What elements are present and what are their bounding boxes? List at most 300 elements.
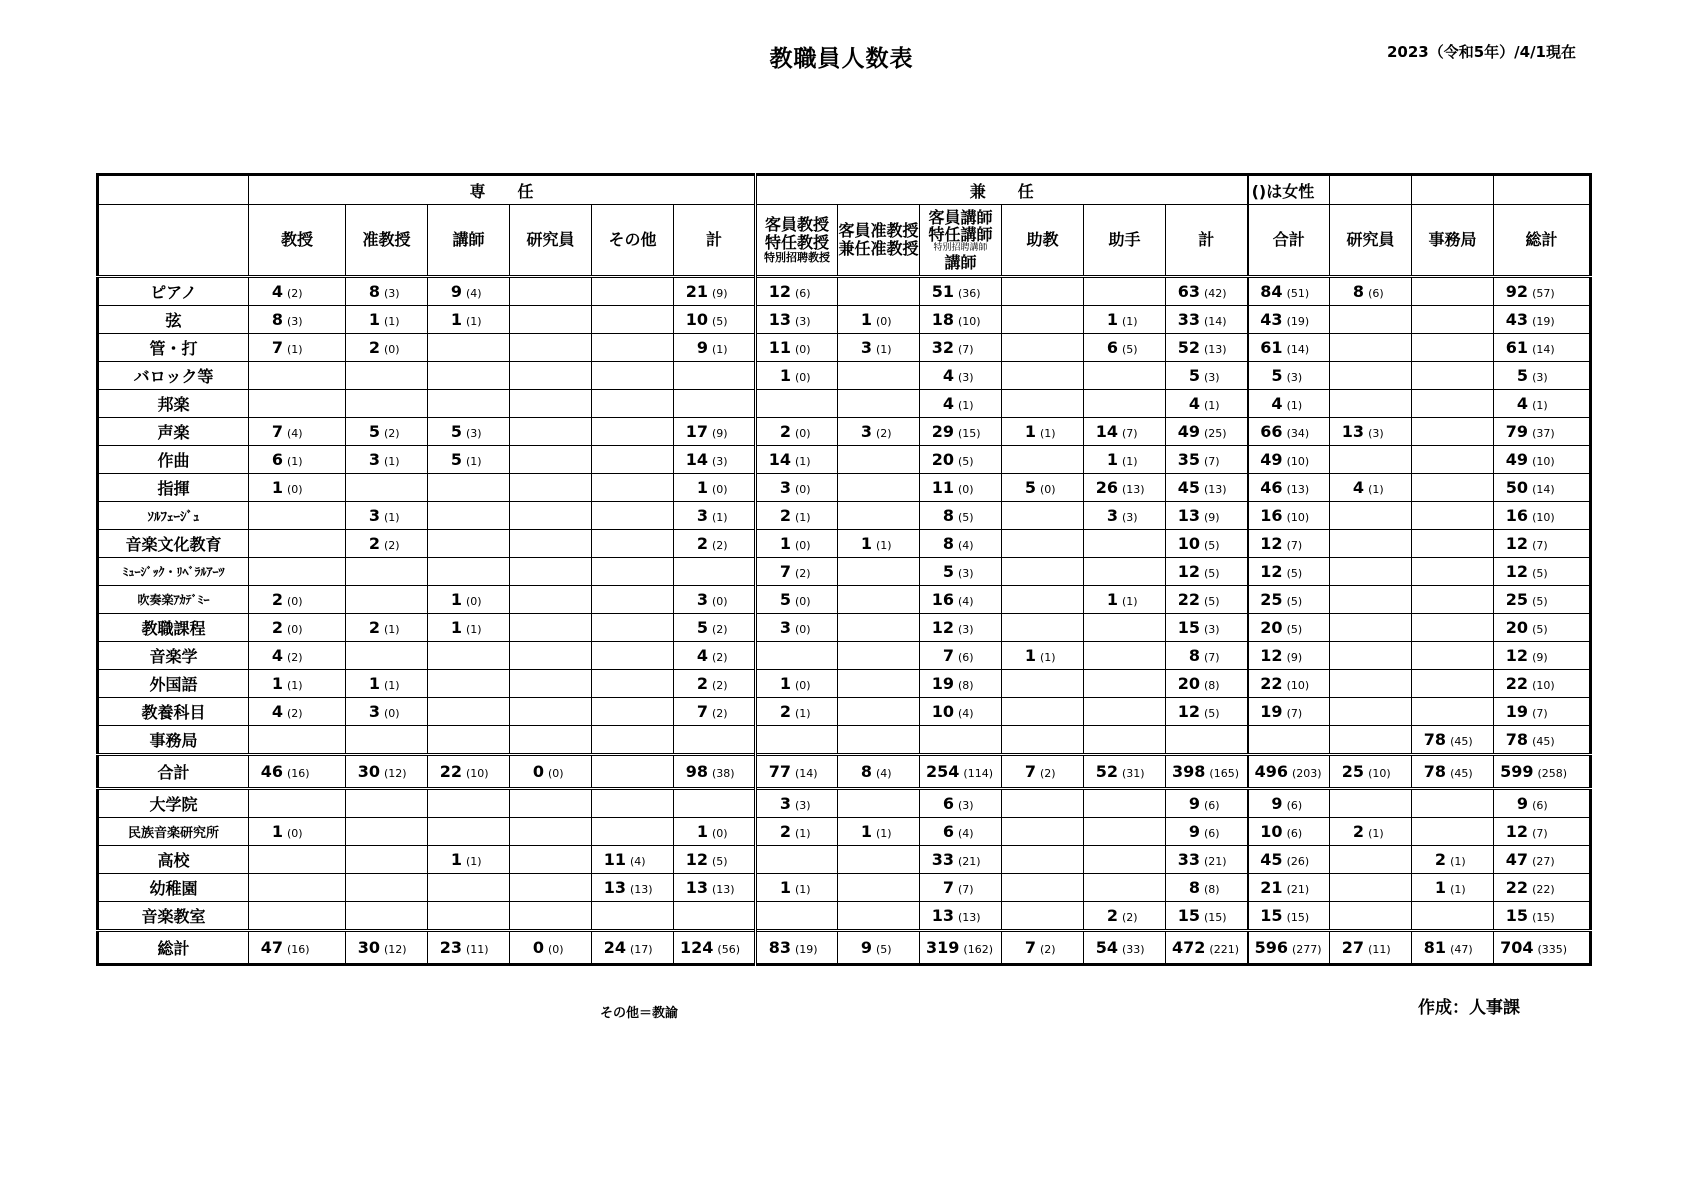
- table-cell: [1084, 362, 1166, 390]
- cell-female-count: (1): [795, 827, 811, 840]
- table-cell: [838, 418, 920, 446]
- cell-count: 16: [931, 590, 955, 609]
- table-cell: [346, 931, 428, 965]
- table-cell: [428, 586, 510, 614]
- cell-count: 8: [942, 534, 955, 553]
- table-cell: [249, 874, 346, 902]
- cell-count: 12: [1260, 646, 1283, 665]
- cell-count: 22: [1505, 878, 1529, 897]
- cell-female-count: (4): [630, 855, 646, 868]
- table-cell: [756, 334, 838, 362]
- table-cell: [920, 446, 1002, 474]
- cell-count: 2: [779, 822, 792, 841]
- cell-female-count: (0): [384, 707, 400, 720]
- cell-female-count: (38): [712, 767, 735, 780]
- cell-count: 1: [368, 310, 380, 329]
- table-cell: [428, 418, 510, 446]
- cell-female-count: (2): [1122, 911, 1138, 924]
- cell-count: 8: [271, 310, 283, 329]
- col-koshi: 講師: [428, 205, 510, 277]
- cell-count: 10: [1177, 534, 1201, 553]
- cell-count: 81: [1423, 938, 1447, 957]
- table-cell: [1248, 874, 1330, 902]
- cell-female-count: (31): [1122, 767, 1145, 780]
- row-label: ｿﾙﾌｪｰｼﾞｭ: [98, 502, 249, 530]
- table-cell: [592, 642, 674, 670]
- table-cell: [1084, 726, 1166, 755]
- table-cell: [428, 334, 510, 362]
- cell-female-count: (11): [466, 943, 489, 956]
- cell-count: 13: [768, 310, 792, 329]
- table-cell: [1166, 502, 1248, 530]
- table-cell: [1412, 390, 1494, 418]
- cell-count: 9: [450, 282, 462, 301]
- cell-female-count: (14): [795, 767, 818, 780]
- table-cell: [1330, 670, 1412, 698]
- cell-female-count: (10): [1286, 455, 1310, 468]
- cell-female-count: (2): [287, 287, 303, 300]
- table-cell: [346, 846, 428, 874]
- col-kyakuin-koshi-line3: 特別招聘講師: [933, 242, 988, 253]
- cell-female-count: (258): [1537, 767, 1568, 780]
- table-cell: [756, 530, 838, 558]
- cell-count: 7: [696, 702, 708, 721]
- table-cell: [1084, 789, 1166, 818]
- table-cell: [1084, 474, 1166, 502]
- cell-female-count: (3): [1532, 371, 1548, 384]
- cell-female-count: (11): [1368, 943, 1391, 956]
- table-cell: [1494, 586, 1591, 614]
- cell-count: 1: [271, 822, 283, 841]
- table-cell: [510, 277, 592, 306]
- table-cell: [838, 642, 920, 670]
- table-cell: [249, 362, 346, 390]
- table-cell: [1330, 874, 1412, 902]
- cell-female-count: (5): [1286, 567, 1303, 580]
- row-label: 吹奏楽ｱｶﾃﾞﾐｰ: [98, 586, 249, 614]
- cell-female-count: (3): [795, 315, 811, 328]
- cell-count: 35: [1177, 450, 1201, 469]
- row-label: 幼稚園: [98, 874, 249, 902]
- table-cell: [1248, 614, 1330, 642]
- cell-count: 52: [1177, 338, 1201, 357]
- cell-count: 5: [779, 590, 792, 609]
- cell-female-count: (19): [1532, 315, 1555, 328]
- cell-count: 30: [357, 938, 380, 957]
- col-kyoju: 教授: [249, 205, 346, 277]
- table-cell: [1166, 277, 1248, 306]
- table-cell: [346, 277, 428, 306]
- table-cell: [249, 474, 346, 502]
- table-cell: [346, 334, 428, 362]
- cell-count: 22: [1260, 674, 1283, 693]
- table-cell: [510, 670, 592, 698]
- table-cell: [1494, 614, 1591, 642]
- cell-female-count: (4): [958, 595, 974, 608]
- row-label: 音楽文化教育: [98, 530, 249, 558]
- table-cell: [1248, 755, 1330, 789]
- cell-count: 4: [1516, 394, 1529, 413]
- table-cell: [1412, 789, 1494, 818]
- table-cell: [1494, 558, 1591, 586]
- table-cell: [674, 306, 756, 334]
- cell-count: 4: [271, 702, 283, 721]
- table-cell: [1002, 874, 1084, 902]
- table-row: [98, 474, 1591, 502]
- table-row: [98, 530, 1591, 558]
- table-cell: [428, 390, 510, 418]
- cell-female-count: (3): [1204, 623, 1220, 636]
- table-cell: [920, 474, 1002, 502]
- cell-female-count: (3): [1204, 371, 1220, 384]
- cell-count: 1: [779, 534, 792, 553]
- cell-female-count: (45): [1532, 735, 1555, 748]
- cell-female-count: (5): [1204, 567, 1220, 580]
- table-cell: [510, 502, 592, 530]
- table-row: [98, 558, 1591, 586]
- table-cell: [1248, 418, 1330, 446]
- table-cell: [346, 558, 428, 586]
- table-cell: [756, 846, 838, 874]
- table-cell: [838, 614, 920, 642]
- cell-female-count: (19): [1286, 315, 1310, 328]
- cell-count: 7: [1024, 762, 1037, 781]
- cell-female-count: (162): [963, 943, 994, 956]
- cell-count: 92: [1505, 282, 1529, 301]
- col-sokei: 総計: [1494, 205, 1591, 277]
- table-row: [98, 418, 1591, 446]
- table-cell: [428, 558, 510, 586]
- table-cell: [592, 362, 674, 390]
- table-cell: [1084, 558, 1166, 586]
- table-cell: [1494, 390, 1591, 418]
- cell-count: 29: [931, 422, 955, 441]
- table-cell: [756, 390, 838, 418]
- cell-count: 20: [1177, 674, 1201, 693]
- group-kennin: 兼 任: [756, 175, 1248, 205]
- table-cell: [510, 726, 592, 755]
- table-cell: [346, 362, 428, 390]
- cell-female-count: (56): [717, 943, 740, 956]
- cell-female-count: (5): [958, 455, 974, 468]
- cell-female-count: (3): [795, 799, 811, 812]
- table-cell: [756, 614, 838, 642]
- cell-count: 63: [1177, 282, 1201, 301]
- cell-female-count: (16): [287, 767, 310, 780]
- table-cell: [920, 902, 1002, 931]
- table-cell: [838, 362, 920, 390]
- cell-female-count: (5): [712, 855, 728, 868]
- cell-female-count: (1): [876, 343, 892, 356]
- cell-female-count: (1): [1286, 399, 1303, 412]
- table-cell: [592, 670, 674, 698]
- table-cell: [1248, 586, 1330, 614]
- cell-female-count: (47): [1450, 943, 1473, 956]
- table-cell: [428, 818, 510, 846]
- cell-female-count: (1): [1040, 427, 1056, 440]
- cell-count: 49: [1177, 422, 1201, 441]
- col-kei: 計: [674, 205, 756, 277]
- table-cell: [1494, 502, 1591, 530]
- table-cell: [756, 306, 838, 334]
- cell-count: 2: [271, 618, 283, 637]
- table-cell: [428, 698, 510, 726]
- cell-count: 5: [1516, 366, 1529, 385]
- cell-female-count: (5): [1286, 595, 1303, 608]
- table-cell: [838, 446, 920, 474]
- table-cell: [920, 362, 1002, 390]
- table-cell: [1084, 502, 1166, 530]
- table-cell: [510, 698, 592, 726]
- cell-count: 124: [680, 938, 714, 957]
- cell-count: 5: [368, 422, 380, 441]
- row-label: 作曲: [98, 446, 249, 474]
- table-cell: [838, 586, 920, 614]
- table-cell: [838, 931, 920, 965]
- table-cell: [1412, 931, 1494, 965]
- table-cell: [1002, 726, 1084, 755]
- table-cell: [1330, 558, 1412, 586]
- cell-female-count: (0): [287, 595, 303, 608]
- cell-female-count: (37): [1532, 427, 1555, 440]
- table-cell: [1166, 390, 1248, 418]
- table-cell: [1002, 334, 1084, 362]
- cell-female-count: (3): [958, 799, 974, 812]
- cell-female-count: (7): [1204, 651, 1220, 664]
- col-kyakuin-junkyoju-line1: 客員准教授: [838, 221, 919, 241]
- cell-count: 8: [942, 506, 955, 525]
- col-jokyo: 助教: [1002, 205, 1084, 277]
- cell-female-count: (5): [1122, 343, 1138, 356]
- table-cell: [428, 670, 510, 698]
- table-cell: [510, 789, 592, 818]
- cell-count: 54: [1095, 938, 1119, 957]
- cell-female-count: (1): [466, 315, 482, 328]
- cell-female-count: (1): [384, 455, 400, 468]
- cell-count: 704: [1500, 938, 1534, 957]
- table-cell: [674, 755, 756, 789]
- cell-count: 10: [1260, 822, 1283, 841]
- table-cell: [428, 502, 510, 530]
- table-row: [98, 670, 1591, 698]
- table-cell: [1248, 670, 1330, 698]
- cell-female-count: (36): [958, 287, 981, 300]
- table-cell: [920, 390, 1002, 418]
- cell-count: 12: [1260, 534, 1283, 553]
- table-cell: [1494, 931, 1591, 965]
- table-cell: [1084, 755, 1166, 789]
- cell-female-count: (13): [958, 911, 981, 924]
- table-cell: [592, 418, 674, 446]
- table-cell: [249, 586, 346, 614]
- table-cell: [249, 530, 346, 558]
- table-cell: [346, 418, 428, 446]
- table-cell: [1166, 818, 1248, 846]
- cell-count: 3: [696, 506, 708, 525]
- cell-female-count: (0): [958, 483, 974, 496]
- header-row-columns: [98, 205, 1591, 277]
- cell-count: 49: [1505, 450, 1529, 469]
- cell-female-count: (6): [958, 651, 974, 664]
- cell-count: 51: [931, 282, 955, 301]
- table-cell: [1412, 277, 1494, 306]
- table-cell: [1412, 902, 1494, 931]
- table-cell: [1412, 614, 1494, 642]
- col-kenkyuin2: 研究員: [1330, 205, 1412, 277]
- cell-female-count: (1): [287, 343, 303, 356]
- table-cell: [1084, 670, 1166, 698]
- table-cell: [838, 755, 920, 789]
- cell-count: 16: [1260, 506, 1283, 525]
- row-label: ﾐｭｰｼﾞｯｸ・ﾘﾍﾞﾗﾙｱｰﾂ: [98, 558, 249, 586]
- table-cell: [1002, 390, 1084, 418]
- col-jimukyoku: 事務局: [1412, 205, 1494, 277]
- cell-count: 9: [1516, 794, 1529, 813]
- table-row: [98, 277, 1591, 306]
- table-cell: [1084, 818, 1166, 846]
- table-cell: [1166, 586, 1248, 614]
- table-cell: [428, 530, 510, 558]
- cell-count: 13: [931, 906, 955, 925]
- table-cell: [674, 670, 756, 698]
- cell-count: 33: [1177, 850, 1201, 869]
- table-cell: [1248, 558, 1330, 586]
- cell-female-count: (0): [712, 483, 728, 496]
- table-cell: [346, 755, 428, 789]
- cell-count: 21: [685, 282, 708, 301]
- cell-count: 5: [1024, 478, 1037, 497]
- cell-count: 1: [368, 674, 380, 693]
- table-cell: [428, 726, 510, 755]
- table-cell: [920, 931, 1002, 965]
- cell-count: 1: [696, 822, 708, 841]
- cell-count: 7: [1024, 938, 1037, 957]
- table-cell: [510, 306, 592, 334]
- col-kyakuin-junkyoju-line2: 兼任准教授: [838, 239, 919, 258]
- table-cell: [1002, 474, 1084, 502]
- cell-female-count: (4): [958, 827, 974, 840]
- cell-count: 12: [1177, 702, 1201, 721]
- table-cell: [592, 586, 674, 614]
- table-row: [98, 586, 1591, 614]
- cell-female-count: (7): [1286, 707, 1303, 720]
- cell-count: 25: [1260, 590, 1283, 609]
- cell-female-count: (13): [1204, 343, 1227, 356]
- table-cell: [249, 846, 346, 874]
- cell-count: 14: [685, 450, 708, 469]
- col-kyakuin-koshi: [920, 205, 1002, 277]
- cell-female-count: (2): [287, 651, 303, 664]
- table-cell: [346, 642, 428, 670]
- cell-count: 23: [439, 938, 462, 957]
- table-cell: [346, 474, 428, 502]
- cell-count: 13: [1177, 506, 1201, 525]
- cell-female-count: (27): [1532, 855, 1555, 868]
- table-cell: [1412, 642, 1494, 670]
- table-cell: [1248, 726, 1330, 755]
- table-cell: [1166, 530, 1248, 558]
- table-cell: [838, 558, 920, 586]
- table-cell: [920, 670, 1002, 698]
- table-cell: [1248, 846, 1330, 874]
- table-cell: [674, 474, 756, 502]
- table-cell: [838, 726, 920, 755]
- cell-count: 19: [1260, 702, 1283, 721]
- cell-female-count: (2): [287, 707, 303, 720]
- col-kenkyuin: 研究員: [510, 205, 592, 277]
- cell-count: 30: [357, 762, 380, 781]
- table-cell: [1248, 306, 1330, 334]
- table-cell: [1248, 446, 1330, 474]
- cell-female-count: (3): [712, 455, 728, 468]
- cell-female-count: (0): [548, 943, 564, 956]
- table-cell: [920, 306, 1002, 334]
- cell-count: 17: [685, 422, 708, 441]
- table-cell: [1494, 306, 1591, 334]
- table-cell: [1084, 586, 1166, 614]
- table-cell: [1330, 698, 1412, 726]
- col-kyakuin-koshi-line4: 講師: [944, 252, 977, 272]
- table-cell: [1330, 306, 1412, 334]
- cell-female-count: (0): [548, 767, 564, 780]
- cell-count: 1: [1106, 590, 1119, 609]
- table-cell: [346, 502, 428, 530]
- cell-count: 11: [768, 338, 792, 357]
- cell-female-count: (0): [795, 623, 811, 636]
- table-cell: [1084, 614, 1166, 642]
- table-cell: [674, 818, 756, 846]
- cell-count: 15: [1505, 906, 1529, 925]
- cell-count: 2: [1434, 850, 1447, 869]
- col-kyakuin-koshi-line2: 特任講師: [928, 225, 993, 245]
- table-cell: [1002, 698, 1084, 726]
- cell-count: 1: [450, 850, 462, 869]
- table-cell: [756, 502, 838, 530]
- table-cell: [920, 874, 1002, 902]
- table-cell: [1166, 726, 1248, 755]
- table-row: [98, 846, 1591, 874]
- cell-female-count: (6): [1368, 287, 1384, 300]
- cell-count: 4: [942, 366, 955, 385]
- cell-female-count: (1): [466, 455, 482, 468]
- cell-female-count: (2): [1040, 767, 1056, 780]
- table-cell: [920, 789, 1002, 818]
- table-row: [98, 390, 1591, 418]
- table-cell: [428, 306, 510, 334]
- table-cell: [592, 698, 674, 726]
- cell-female-count: (3): [466, 427, 482, 440]
- table-cell: [428, 474, 510, 502]
- table-cell: [920, 334, 1002, 362]
- table-cell: [249, 670, 346, 698]
- table-row: [98, 334, 1591, 362]
- table-cell: [1412, 698, 1494, 726]
- cell-count: 3: [368, 506, 380, 525]
- table-cell: [674, 789, 756, 818]
- cell-female-count: (10): [1368, 767, 1391, 780]
- cell-female-count: (34): [1286, 427, 1310, 440]
- table-cell: [1330, 474, 1412, 502]
- table-cell: [674, 726, 756, 755]
- row-label: 弦: [98, 306, 249, 334]
- table-cell: [249, 902, 346, 931]
- cell-count: 25: [1505, 590, 1529, 609]
- table-cell: [1002, 586, 1084, 614]
- cell-count: 2: [696, 674, 708, 693]
- cell-count: 1: [1106, 310, 1119, 329]
- table-cell: [592, 502, 674, 530]
- cell-count: 3: [860, 422, 873, 441]
